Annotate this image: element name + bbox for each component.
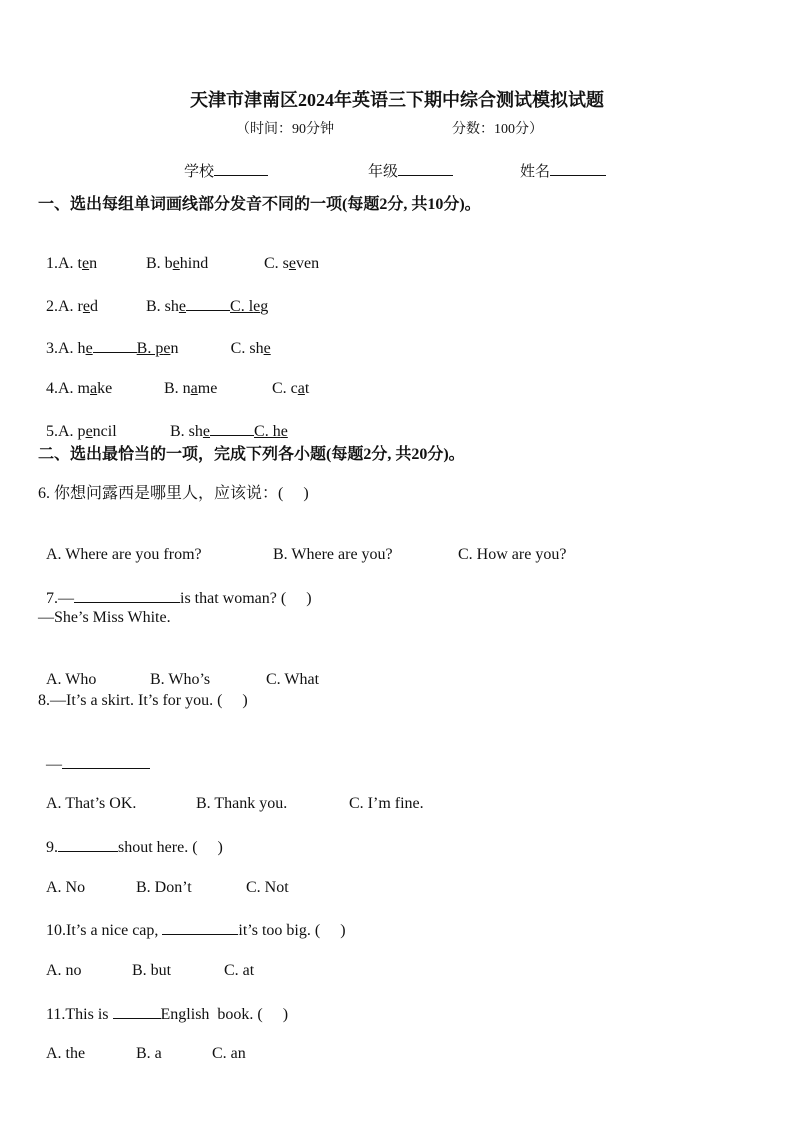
answer-blank <box>74 587 180 603</box>
option-a: A. That’s OK. <box>46 795 137 812</box>
option-b: B. but <box>132 962 172 979</box>
answer-blank <box>93 337 137 353</box>
grade-label: 年级 <box>368 164 399 180</box>
option-c: C. What <box>266 671 320 688</box>
option-b: B. Where are you? <box>273 546 393 563</box>
question-9-stem: 9. shout here. ( ) <box>38 816 223 858</box>
question-9-options <box>38 858 289 898</box>
question-10-stem: 10.It’s a nice cap, it’s too big. ( ) <box>38 899 346 941</box>
section-1-heading: 一、选出每组单词画线部分发音不同的一项(每题2分, 共10分)。 <box>38 196 481 213</box>
question-number: 5. <box>46 423 58 440</box>
exam-score: 分数：100分） <box>452 122 543 137</box>
question-1 <box>38 234 319 274</box>
question-number: 4. <box>46 380 58 397</box>
question-6-stem: 6. 你想问露西是哪里人，应该说：( ) <box>38 485 309 502</box>
option-a: A. make <box>58 380 113 397</box>
question-8-options <box>38 774 424 814</box>
option-a: A. the <box>46 1045 86 1062</box>
grade-field <box>368 160 453 181</box>
question-7-response: —She’s Miss White. <box>38 609 171 626</box>
option-a: A. pencil <box>58 423 117 440</box>
question-2 <box>38 275 268 317</box>
school-field <box>184 160 268 181</box>
option-a: A. no <box>46 962 82 979</box>
question-7-options <box>38 650 319 690</box>
option-a: A. Where are you from? <box>46 546 202 563</box>
option-a: A. ten <box>58 255 98 272</box>
option-b: B. she <box>146 298 187 315</box>
option-b: B. name <box>164 380 218 397</box>
question-8-stem: 8.—It’s a skirt. It’s for you. ( ) <box>38 692 248 709</box>
question-number: 2. <box>46 298 58 315</box>
option-c: C. Not <box>246 879 289 896</box>
option-b: B. behind <box>146 255 209 272</box>
option-a: A. No <box>46 879 86 896</box>
answer-blank <box>113 1003 161 1019</box>
option-a: A. red <box>58 298 98 315</box>
option-a: A. he <box>58 340 93 357</box>
option-c: C. I’m fine. <box>349 795 424 812</box>
answer-blank <box>62 753 150 769</box>
option-c: C. she <box>230 340 271 357</box>
answer-blank <box>162 919 238 935</box>
option-a: A. Who <box>46 671 97 688</box>
question-11-options <box>38 1024 246 1064</box>
name-blank <box>550 160 606 176</box>
option-c: C. he <box>254 423 288 440</box>
page-title: 天津市津南区2024年英语三下期中综合测试模拟试题 <box>190 90 604 110</box>
question-4 <box>38 359 309 399</box>
option-b: B. she <box>170 423 211 440</box>
answer-blank <box>210 420 254 436</box>
question-3 <box>38 317 271 359</box>
option-c: C. cat <box>272 380 310 397</box>
option-c: C. an <box>212 1045 246 1062</box>
option-c: C. leg <box>230 298 269 315</box>
question-8-response: — <box>38 733 150 775</box>
option-c: C. seven <box>264 255 320 272</box>
name-field <box>520 160 606 181</box>
school-blank <box>214 160 268 176</box>
grade-blank <box>398 160 453 176</box>
option-b: B. Don’t <box>136 879 192 896</box>
answer-blank <box>186 295 230 311</box>
option-c: C. How are you? <box>458 546 567 563</box>
question-6-options <box>38 525 566 565</box>
question-11-stem: 11.This is English book. ( ) <box>38 983 288 1025</box>
option-b: B. Who’s <box>150 671 211 688</box>
option-b: B. Thank you. <box>196 795 288 812</box>
question-number: 3. <box>46 340 58 357</box>
question-number: 1. <box>46 255 58 272</box>
school-label: 学校 <box>184 164 215 180</box>
option-c: C. at <box>224 962 255 979</box>
question-5 <box>38 400 288 442</box>
section-2-heading: 二、选出最恰当的一项，完成下列各小题(每题2分, 共20分)。 <box>38 446 465 463</box>
exam-time: （时间：90分钟 <box>236 122 334 137</box>
option-b: B. a <box>136 1045 162 1062</box>
option-b: B. pen <box>136 340 179 357</box>
question-7-stem: 7.— is that woman? ( ) <box>38 567 312 609</box>
question-10-options <box>38 941 254 981</box>
name-label: 姓名 <box>520 164 551 180</box>
answer-blank <box>58 836 118 852</box>
